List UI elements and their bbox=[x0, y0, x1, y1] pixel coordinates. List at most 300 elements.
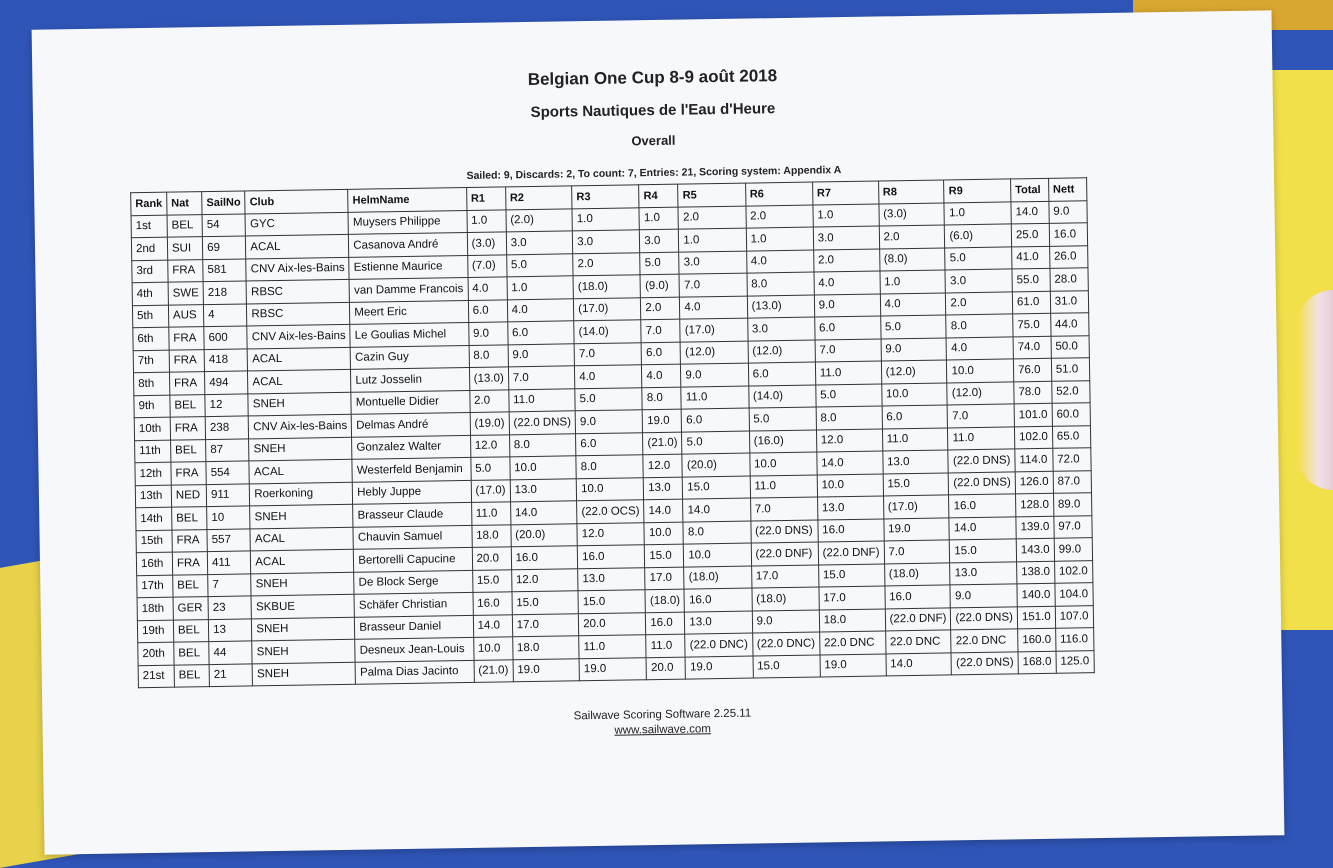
cell-r7: 12.0 bbox=[816, 428, 882, 452]
cell-r4: 19.0 bbox=[642, 409, 681, 432]
column-header-club: Club bbox=[245, 189, 348, 213]
cell-r8: 4.0 bbox=[880, 292, 946, 316]
cell-r9: (22.0 DNS) bbox=[949, 471, 1016, 495]
cell-nett: 9.0 bbox=[1049, 200, 1087, 223]
cell-r5: (22.0 DNC) bbox=[685, 633, 753, 657]
results-table bbox=[130, 177, 1094, 688]
cell-rank: 3rd bbox=[132, 260, 168, 283]
cell-nat: BEL bbox=[173, 574, 209, 597]
cell-r2: 19.0 bbox=[513, 658, 580, 682]
cell-nett: 99.0 bbox=[1054, 538, 1092, 561]
cell-r8: 10.0 bbox=[881, 382, 947, 406]
cell-r4: 7.0 bbox=[641, 319, 680, 342]
cell-rank: 17th bbox=[137, 575, 173, 598]
cell-helmname: Hebly Juppe bbox=[353, 480, 472, 504]
cell-r3: (22.0 OCS) bbox=[577, 500, 645, 524]
cell-sailno: 44 bbox=[209, 641, 253, 664]
cell-nett: 104.0 bbox=[1055, 583, 1093, 606]
cell-nett: 102.0 bbox=[1054, 560, 1092, 583]
cell-club: Roerkoning bbox=[250, 482, 353, 506]
cell-r1: 18.0 bbox=[472, 524, 511, 547]
cell-rank: 20th bbox=[138, 642, 174, 665]
cell-sailno: 557 bbox=[207, 528, 251, 551]
cell-nett: 52.0 bbox=[1052, 380, 1090, 403]
cell-nat: BEL bbox=[167, 214, 203, 237]
column-header-r7: R7 bbox=[812, 181, 878, 205]
cell-rank: 15th bbox=[136, 530, 172, 553]
cell-r6: 9.0 bbox=[752, 609, 820, 633]
cell-r5: (20.0) bbox=[682, 453, 750, 477]
cell-r5: 4.0 bbox=[680, 296, 748, 320]
cell-r8: 6.0 bbox=[882, 405, 948, 429]
cell-r6: 2.0 bbox=[745, 205, 813, 229]
footer-software: Sailwave Scoring Software 2.25.11 bbox=[573, 707, 752, 723]
cell-r6: (16.0) bbox=[749, 430, 817, 454]
cell-r4: 16.0 bbox=[646, 612, 685, 635]
cell-r3: 13.0 bbox=[578, 567, 646, 591]
cell-sailno: 418 bbox=[204, 348, 248, 371]
background-pink-object bbox=[1297, 290, 1333, 490]
cell-r9: 13.0 bbox=[950, 561, 1017, 585]
cell-r9: (22.0 DNS) bbox=[951, 651, 1018, 675]
cell-r2: 6.0 bbox=[507, 321, 574, 345]
cell-r1: 20.0 bbox=[472, 547, 511, 570]
cell-r2: (22.0 DNS) bbox=[509, 411, 576, 435]
cell-r3: 1.0 bbox=[572, 207, 640, 231]
club-subtitle: Sports Nautiques de l'Eau d'Heure bbox=[530, 100, 776, 121]
cell-r7: 2.0 bbox=[813, 249, 879, 273]
cell-r6: 8.0 bbox=[747, 272, 815, 296]
cell-r4: (21.0) bbox=[643, 432, 682, 455]
cell-r5: 8.0 bbox=[683, 521, 751, 545]
cell-sailno: 411 bbox=[207, 551, 251, 574]
cell-helmname: Brasseur Claude bbox=[353, 502, 472, 526]
cell-r5: 2.0 bbox=[678, 206, 746, 230]
cell-nat: BEL bbox=[174, 642, 210, 665]
cell-r2: 9.0 bbox=[508, 343, 575, 367]
cell-r7: (22.0 DNF) bbox=[818, 541, 884, 565]
cell-r8: (17.0) bbox=[883, 495, 949, 519]
cell-r4: 5.0 bbox=[640, 252, 679, 275]
cell-r9: 11.0 bbox=[948, 426, 1015, 450]
cell-r1: 1.0 bbox=[467, 209, 506, 232]
cell-helmname: Bertorelli Capucine bbox=[354, 547, 473, 571]
cell-nett: 97.0 bbox=[1054, 515, 1092, 538]
cell-rank: 9th bbox=[134, 395, 170, 418]
cell-club: ACAL bbox=[246, 234, 349, 258]
cell-club: SNEH bbox=[248, 392, 351, 416]
cell-r4: 12.0 bbox=[643, 454, 682, 477]
cell-r7: 19.0 bbox=[820, 653, 886, 677]
cell-total: 114.0 bbox=[1015, 448, 1053, 471]
cell-r3: 15.0 bbox=[578, 590, 646, 614]
cell-r6: (13.0) bbox=[747, 295, 815, 319]
cell-r4: 3.0 bbox=[640, 229, 679, 252]
cell-r5: 19.0 bbox=[685, 656, 753, 680]
cell-r9: 15.0 bbox=[950, 539, 1017, 563]
cell-r3: 8.0 bbox=[576, 455, 644, 479]
cell-r1: 16.0 bbox=[473, 592, 512, 615]
cell-r9: 4.0 bbox=[946, 336, 1013, 360]
cell-nett: 72.0 bbox=[1053, 448, 1091, 471]
cell-r3: 20.0 bbox=[579, 612, 647, 636]
cell-nett: 51.0 bbox=[1051, 358, 1089, 381]
cell-r6: 3.0 bbox=[747, 317, 815, 341]
cell-r9: 5.0 bbox=[945, 246, 1012, 270]
cell-r3: (17.0) bbox=[574, 297, 642, 321]
cell-r7: 18.0 bbox=[819, 608, 885, 632]
footer-link[interactable]: www.sailwave.com bbox=[614, 723, 712, 737]
cell-r3: 16.0 bbox=[577, 545, 645, 569]
cell-r7: 8.0 bbox=[816, 406, 882, 430]
cell-club: SNEH bbox=[250, 504, 353, 528]
cell-sailno: 554 bbox=[206, 461, 250, 484]
cell-r8: 1.0 bbox=[880, 270, 946, 294]
cell-r6: 4.0 bbox=[746, 250, 814, 274]
cell-nett: 31.0 bbox=[1050, 290, 1088, 313]
column-header-r3: R3 bbox=[572, 185, 640, 209]
cell-nett: 26.0 bbox=[1049, 245, 1087, 268]
cell-r4: 13.0 bbox=[644, 477, 683, 500]
cell-r1: 15.0 bbox=[472, 569, 511, 592]
cell-club: ACAL bbox=[247, 347, 350, 371]
cell-r1: (13.0) bbox=[469, 367, 508, 390]
cell-total: 168.0 bbox=[1018, 651, 1056, 674]
cell-total: 128.0 bbox=[1015, 493, 1053, 516]
footer bbox=[42, 698, 1282, 747]
table-body bbox=[131, 200, 1094, 687]
cell-rank: 21st bbox=[138, 665, 174, 688]
cell-nat: NED bbox=[171, 484, 207, 507]
cell-r8: 7.0 bbox=[884, 540, 950, 564]
cell-r9: (22.0 DNS) bbox=[948, 449, 1015, 473]
cell-r9: (6.0) bbox=[945, 224, 1012, 248]
cell-r2: 7.0 bbox=[508, 366, 575, 390]
cell-total: 74.0 bbox=[1013, 336, 1051, 359]
cell-r7: 10.0 bbox=[817, 473, 883, 497]
cell-r4: 2.0 bbox=[641, 297, 680, 320]
cell-total: 126.0 bbox=[1015, 471, 1053, 494]
cell-club: CNV Aix-les-Bains bbox=[249, 414, 352, 438]
cell-r7: 9.0 bbox=[814, 293, 880, 317]
cell-r5: 5.0 bbox=[682, 431, 750, 455]
cell-r8: (12.0) bbox=[881, 360, 947, 384]
cell-club: SKBUE bbox=[251, 594, 354, 618]
cell-r5: 11.0 bbox=[681, 386, 749, 410]
cell-helmname: van Damme Francois bbox=[349, 277, 468, 301]
cell-nat: FRA bbox=[169, 372, 205, 395]
cell-club: SNEH bbox=[252, 662, 355, 686]
column-header-total: Total bbox=[1011, 178, 1049, 201]
cell-helmname: Chauvin Samuel bbox=[353, 525, 472, 549]
cell-r5: (12.0) bbox=[680, 341, 748, 365]
cell-helmname: Palma Dias Jacinto bbox=[355, 660, 474, 684]
cell-r7: 17.0 bbox=[819, 586, 885, 610]
cell-r8: 11.0 bbox=[882, 427, 948, 451]
column-header-rank: Rank bbox=[131, 192, 167, 215]
cell-r1: 11.0 bbox=[471, 502, 510, 525]
cell-r5: 13.0 bbox=[685, 611, 753, 635]
cell-r9: 8.0 bbox=[946, 314, 1013, 338]
cell-sailno: 600 bbox=[204, 326, 248, 349]
cell-total: 140.0 bbox=[1017, 583, 1055, 606]
cell-sailno: 69 bbox=[202, 236, 246, 259]
cell-r8: 14.0 bbox=[886, 652, 952, 676]
cell-total: 61.0 bbox=[1012, 291, 1050, 314]
cell-sailno: 581 bbox=[203, 258, 247, 281]
cell-r1: 9.0 bbox=[468, 322, 507, 345]
cell-sailno: 4 bbox=[204, 303, 248, 326]
cell-rank: 19th bbox=[137, 620, 173, 643]
column-header-r1: R1 bbox=[466, 187, 505, 210]
cell-total: 25.0 bbox=[1011, 223, 1049, 246]
cell-club: SNEH bbox=[252, 639, 355, 663]
cell-club: SNEH bbox=[251, 572, 354, 596]
cell-r5: 9.0 bbox=[681, 363, 749, 387]
column-header-r5: R5 bbox=[678, 183, 746, 207]
cell-r4: 11.0 bbox=[646, 634, 685, 657]
cell-club: ACAL bbox=[248, 369, 351, 393]
cell-helmname: Cazin Guy bbox=[350, 345, 469, 369]
cell-r7: 11.0 bbox=[815, 361, 881, 385]
cell-rank: 10th bbox=[134, 417, 170, 440]
event-title: Belgian One Cup 8-9 août 2018 bbox=[527, 66, 778, 90]
cell-helmname: Westerfeld Benjamin bbox=[352, 457, 471, 481]
cell-nat: BEL bbox=[172, 507, 208, 530]
cell-r2: 4.0 bbox=[507, 298, 574, 322]
cell-nett: 65.0 bbox=[1052, 425, 1090, 448]
cell-r5: 1.0 bbox=[679, 228, 747, 252]
cell-nat: FRA bbox=[171, 462, 207, 485]
cell-r7: 14.0 bbox=[817, 451, 883, 475]
cell-total: 78.0 bbox=[1014, 381, 1052, 404]
cell-r6: (22.0 DNS) bbox=[750, 520, 818, 544]
cell-r3: 4.0 bbox=[575, 365, 643, 389]
cell-r4: 1.0 bbox=[639, 207, 678, 230]
cell-total: 160.0 bbox=[1018, 628, 1056, 651]
cell-helmname: Casanova André bbox=[349, 232, 468, 256]
cell-nett: 16.0 bbox=[1049, 223, 1087, 246]
cell-r9: 16.0 bbox=[949, 494, 1016, 518]
cell-total: 41.0 bbox=[1012, 246, 1050, 269]
cell-r7: 6.0 bbox=[814, 316, 880, 340]
cell-r2: 8.0 bbox=[509, 433, 576, 457]
cell-sailno: 12 bbox=[205, 393, 249, 416]
cell-r3: 19.0 bbox=[579, 657, 647, 681]
cell-r6: (12.0) bbox=[748, 340, 816, 364]
cell-club: GYC bbox=[245, 212, 348, 236]
column-header-r8: R8 bbox=[878, 180, 944, 204]
column-header-sailno: SailNo bbox=[202, 191, 246, 214]
cell-r1: (17.0) bbox=[471, 479, 510, 502]
cell-r7: 16.0 bbox=[818, 518, 884, 542]
cell-r7: 13.0 bbox=[817, 496, 883, 520]
cell-nat: BEL bbox=[174, 664, 210, 687]
cell-r5: 15.0 bbox=[683, 476, 751, 500]
cell-sailno: 218 bbox=[203, 281, 247, 304]
cell-r3: (14.0) bbox=[574, 320, 642, 344]
cell-r2: 12.0 bbox=[511, 568, 578, 592]
cell-r3: 10.0 bbox=[576, 477, 644, 501]
cell-r5: 16.0 bbox=[684, 588, 752, 612]
cell-r2: 1.0 bbox=[507, 276, 574, 300]
cell-club: RBSC bbox=[246, 279, 349, 303]
cell-club: SNEH bbox=[252, 617, 355, 641]
cell-r8: 13.0 bbox=[882, 450, 948, 474]
cell-rank: 18th bbox=[137, 597, 173, 620]
cell-nat: FRA bbox=[170, 417, 206, 440]
cell-r4: 8.0 bbox=[642, 387, 681, 410]
cell-rank: 6th bbox=[133, 327, 169, 350]
cell-r9: 14.0 bbox=[949, 516, 1016, 540]
cell-r1: 12.0 bbox=[470, 434, 509, 457]
cell-r8: 15.0 bbox=[883, 472, 949, 496]
cell-nat: FRA bbox=[172, 529, 208, 552]
cell-club: ACAL bbox=[250, 527, 353, 551]
cell-r1: 4.0 bbox=[468, 277, 507, 300]
cell-nat: SWE bbox=[168, 282, 204, 305]
cell-r4: (9.0) bbox=[640, 274, 679, 297]
cell-rank: 1st bbox=[131, 215, 167, 238]
cell-nat: FRA bbox=[169, 349, 205, 372]
cell-sailno: 21 bbox=[209, 663, 253, 686]
cell-rank: 11th bbox=[135, 440, 171, 463]
cell-sailno: 54 bbox=[202, 213, 246, 236]
cell-r2: (2.0) bbox=[506, 208, 573, 232]
cell-r2: (20.0) bbox=[511, 523, 578, 547]
cell-sailno: 13 bbox=[208, 618, 252, 641]
cell-rank: 14th bbox=[136, 507, 172, 530]
cell-helmname: Le Goulias Michel bbox=[350, 322, 469, 346]
cell-r3: (18.0) bbox=[573, 275, 641, 299]
section-heading: Overall bbox=[631, 132, 676, 149]
cell-r3: 6.0 bbox=[576, 432, 644, 456]
series-summary: Sailed: 9, Discards: 2, To count: 7, Entries: 21, Scoring system: Appendix A bbox=[466, 164, 842, 182]
cell-r2: 18.0 bbox=[512, 636, 579, 660]
cell-total: 14.0 bbox=[1011, 201, 1049, 224]
cell-r3: 7.0 bbox=[574, 342, 642, 366]
cell-rank: 4th bbox=[132, 282, 168, 305]
cell-nett: 89.0 bbox=[1053, 493, 1091, 516]
cell-nett: 28.0 bbox=[1050, 268, 1088, 291]
cell-r4: 4.0 bbox=[642, 364, 681, 387]
cell-sailno: 10 bbox=[207, 506, 251, 529]
column-header-r4: R4 bbox=[639, 184, 678, 207]
cell-nett: 87.0 bbox=[1053, 470, 1091, 493]
cell-helmname: Muysers Philippe bbox=[348, 210, 467, 234]
cell-r8: 19.0 bbox=[883, 517, 949, 541]
cell-r4: 17.0 bbox=[645, 567, 684, 590]
cell-r6: (22.0 DNC) bbox=[752, 632, 820, 656]
cell-sailno: 238 bbox=[205, 416, 249, 439]
cell-nett: 107.0 bbox=[1055, 605, 1093, 628]
cell-nat: AUS bbox=[168, 304, 204, 327]
cell-r7: 22.0 DNC bbox=[819, 631, 885, 655]
cell-r7: 1.0 bbox=[813, 204, 879, 228]
cell-r6: (14.0) bbox=[748, 385, 816, 409]
cell-total: 143.0 bbox=[1016, 538, 1054, 561]
cell-r9: 22.0 DNC bbox=[951, 629, 1018, 653]
cell-r2: 10.0 bbox=[510, 456, 577, 480]
cell-rank: 13th bbox=[135, 485, 171, 508]
cell-total: 138.0 bbox=[1017, 561, 1055, 584]
cell-total: 75.0 bbox=[1013, 313, 1051, 336]
cell-helmname: Desneux Jean-Louis bbox=[355, 637, 474, 661]
cell-r1: 14.0 bbox=[473, 614, 512, 637]
cell-r1: (19.0) bbox=[470, 412, 509, 435]
cell-r5: 7.0 bbox=[679, 273, 747, 297]
cell-r9: 9.0 bbox=[950, 584, 1017, 608]
column-header-nat: Nat bbox=[167, 192, 203, 215]
cell-r5: 14.0 bbox=[683, 498, 751, 522]
cell-r7: 3.0 bbox=[813, 226, 879, 250]
cell-r6: 7.0 bbox=[750, 497, 818, 521]
cell-r6: (18.0) bbox=[752, 587, 820, 611]
cell-rank: 5th bbox=[132, 305, 168, 328]
cell-club: CNV Aix-les-Bains bbox=[247, 324, 350, 348]
cell-nat: FRA bbox=[172, 552, 208, 575]
cell-r8: (8.0) bbox=[879, 247, 945, 271]
cell-r9: (22.0 DNS) bbox=[951, 606, 1018, 630]
cell-r8: 22.0 DNC bbox=[885, 630, 951, 654]
cell-r4: 20.0 bbox=[646, 657, 685, 680]
cell-r2: 14.0 bbox=[510, 501, 577, 525]
cell-r8: (22.0 DNF) bbox=[885, 607, 951, 631]
cell-nat: BEL bbox=[170, 439, 206, 462]
column-header-r9: R9 bbox=[944, 179, 1011, 203]
results-sheet bbox=[32, 10, 1285, 854]
cell-club: ACAL bbox=[251, 549, 354, 573]
cell-r2: 15.0 bbox=[512, 591, 579, 615]
cell-nat: SUI bbox=[167, 237, 203, 260]
column-header-r6: R6 bbox=[745, 182, 813, 206]
cell-r1: 6.0 bbox=[468, 299, 507, 322]
cell-helmname: Delmas André bbox=[351, 412, 470, 436]
cell-helmname: Estienne Maurice bbox=[349, 255, 468, 279]
cell-rank: 7th bbox=[133, 350, 169, 373]
cell-helmname: Gonzalez Walter bbox=[352, 435, 471, 459]
cell-nat: BEL bbox=[170, 394, 206, 417]
cell-nat: FRA bbox=[168, 259, 204, 282]
cell-helmname: Montuelle Didier bbox=[351, 390, 470, 414]
cell-r6: 11.0 bbox=[750, 475, 818, 499]
cell-nett: 44.0 bbox=[1050, 313, 1088, 336]
cell-r1: (7.0) bbox=[467, 254, 506, 277]
cell-r1: (21.0) bbox=[474, 659, 513, 682]
cell-sailno: 911 bbox=[206, 483, 250, 506]
cell-total: 139.0 bbox=[1016, 516, 1054, 539]
cell-r9: (12.0) bbox=[947, 381, 1014, 405]
cell-r4: 10.0 bbox=[644, 522, 683, 545]
cell-r4: (18.0) bbox=[645, 589, 684, 612]
cell-r8: 9.0 bbox=[881, 337, 947, 361]
cell-r6: 6.0 bbox=[748, 362, 816, 386]
cell-helmname: Brasseur Daniel bbox=[355, 615, 474, 639]
cell-r8: (18.0) bbox=[884, 562, 950, 586]
cell-total: 55.0 bbox=[1012, 268, 1050, 291]
cell-sailno: 23 bbox=[208, 596, 252, 619]
cell-helmname: Meert Eric bbox=[350, 300, 469, 324]
cell-r4: 14.0 bbox=[644, 499, 683, 522]
cell-r2: 17.0 bbox=[512, 613, 579, 637]
cell-r8: 16.0 bbox=[885, 585, 951, 609]
column-header-r2: R2 bbox=[505, 186, 572, 210]
cell-r6: 17.0 bbox=[751, 564, 819, 588]
cell-nat: GER bbox=[173, 597, 209, 620]
cell-r3: 9.0 bbox=[575, 410, 643, 434]
cell-r5: (18.0) bbox=[684, 566, 752, 590]
cell-r9: 2.0 bbox=[946, 291, 1013, 315]
